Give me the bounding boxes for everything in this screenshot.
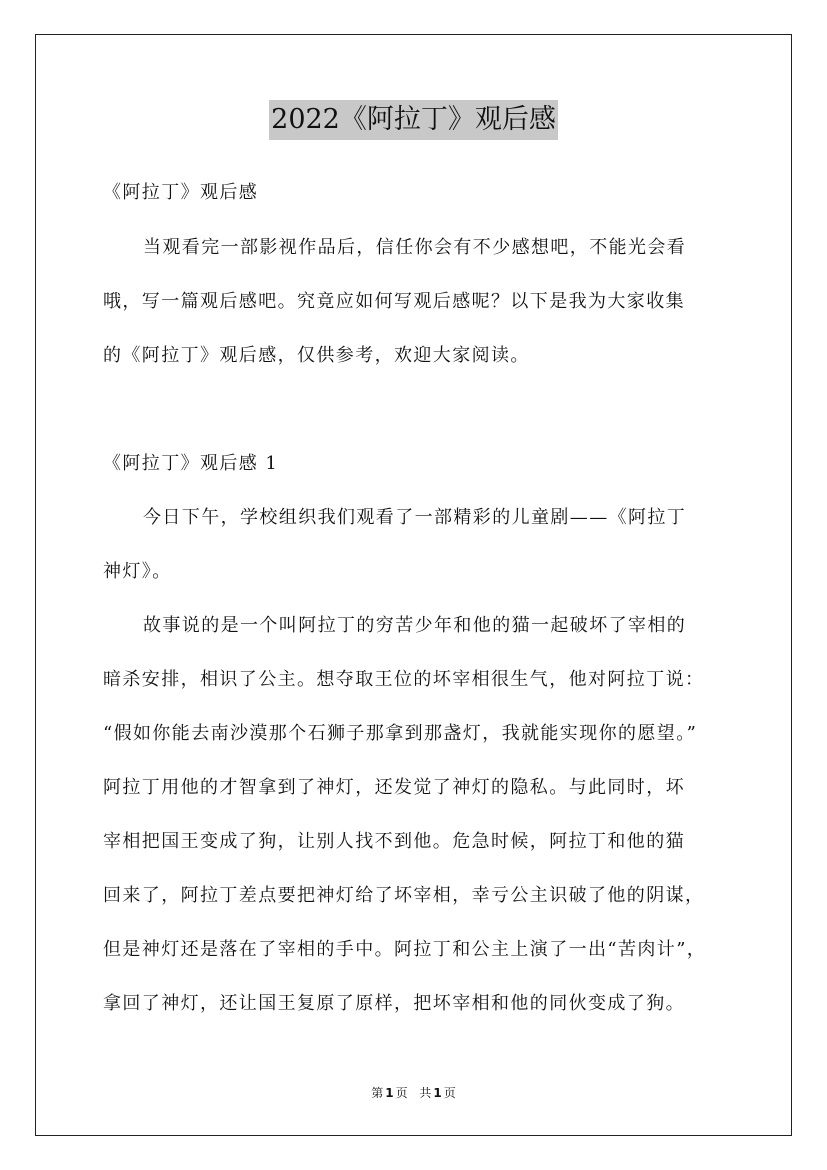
total-number: 1 [433, 1086, 442, 1100]
document-subtitle: 《阿拉丁》观后感 [103, 182, 259, 203]
paragraph-line: 神灯》。 [103, 561, 172, 582]
paragraph-2 [103, 599, 733, 1031]
page-footer [0, 1084, 827, 1101]
total-indicator [417, 1086, 457, 1100]
page-label: 第 [371, 1086, 384, 1100]
paragraph-line: 宰相把国王变成了狗，让别人找不到他。危急时候，阿拉丁和他的猫 [103, 831, 685, 852]
intro-line: 的《阿拉丁》观后感，仅供参考，欢迎大家阅读。 [103, 345, 530, 366]
paragraph-line: 拿回了神灯，还让国王复原了原样，把坏宰相和他的同伙变成了狗。 [103, 993, 685, 1014]
section-heading: 《阿拉丁》观后感 1 [103, 453, 279, 474]
paragraph-line: 阿拉丁用他的才智拿到了神灯，还发觉了神灯的隐私。与此同时，坏 [103, 777, 685, 798]
intro-paragraph [103, 221, 733, 383]
paragraph-line: 故事说的是一个叫阿拉丁的穷苦少年和他的猫一起破坏了宰相的 [143, 615, 687, 636]
paragraph-line: 回来了，阿拉丁差点要把神灯给了坏宰相，幸亏公主识破了他的阴谋， [103, 885, 705, 906]
paragraph-line: 但是神灯还是落在了宰相的手中。阿拉丁和公主上演了一出“苦肉计”， [103, 939, 707, 960]
paragraph-1 [103, 491, 733, 599]
total-unit: 页 [443, 1086, 456, 1100]
intro-line: 当观看完一部影视作品后，信任你会有不少感想吧，不能光会看 [143, 237, 687, 258]
paragraph-line: “假如你能去南沙漠那个石狮子那拿到那盏灯，我就能实现你的愿望。” [103, 723, 698, 744]
page-unit: 页 [395, 1086, 408, 1100]
document-title: 2022《阿拉丁》观后感 [269, 100, 558, 140]
page-indicator [369, 1086, 409, 1100]
subtitle-block [103, 166, 733, 220]
intro-line: 哦，写一篇观后感吧。究竟应如何写观后感呢？以下是我为大家收集 [103, 291, 685, 312]
paragraph-line: 今日下午，学校组织我们观看了一部精彩的儿童剧——《阿拉丁 [143, 507, 687, 528]
title-container [0, 100, 827, 140]
total-label: 共 [419, 1086, 432, 1100]
section-heading-block [103, 437, 733, 491]
page-number: 1 [385, 1086, 394, 1100]
paragraph-line: 暗杀安排，相识了公主。想夺取王位的坏宰相很生气，他对阿拉丁说： [103, 669, 705, 690]
